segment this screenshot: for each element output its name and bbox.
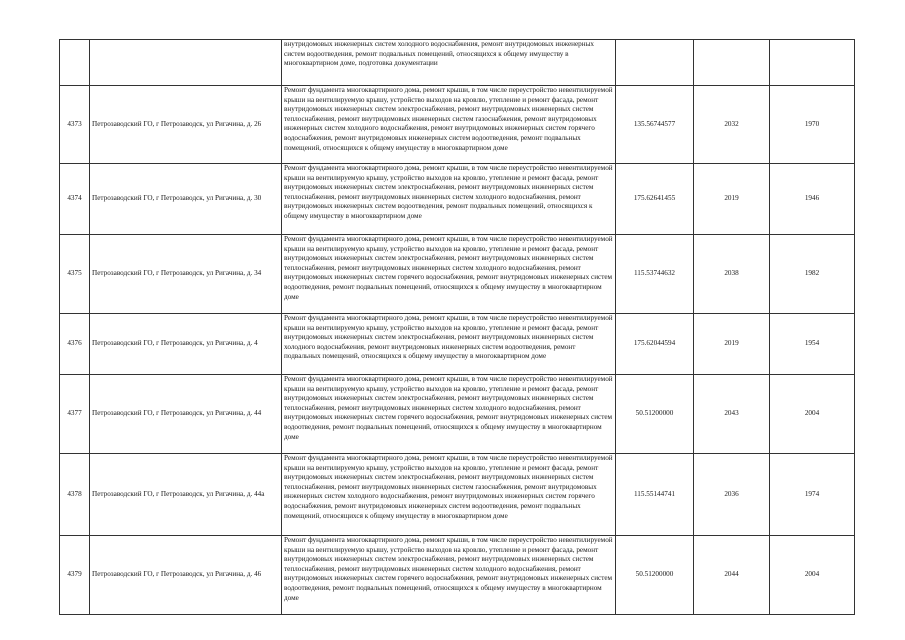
row-works: Ремонт фундамента многоквартирного дома, ремонт крыши, в том числе переустройство невентилируемой крыши на вентилируемую крышу, устройство выходов на кровлю, утепление и ремонт фасада, ремонт внутридомовых инженерных систем электроснабжения, ремонт внутридомовых инженерных систем теплоснабжения, ремонт внутридомовых инженерных систем холодного водоснабжения, ремонт внутридомовых инженерных систем горячего водоснабжения, ремонт внутридомовых инженерных систем водоотведения, ремонт подвальных помещений, относящихся к общему имуществу в многоквартирном доме xyxy=(282,375,616,454)
row-number xyxy=(60,40,90,86)
row-works: Ремонт фундамента многоквартирного дома, ремонт крыши, в том числе переустройство невентилируемой крыши на вентилируемую крышу, устройство выходов на кровлю, утепление и ремонт фасада, ремонт внутридомовых инженерных систем электроснабжения, ремонт внутридомовых инженерных систем теплоснабжения, ремонт внутридомовых инженерных систем холодного водоснабжения, ремонт внутридомовых инженерных систем горячего водоснабжения, ремонт внутридомовых инженерных систем водоотведения, ремонт подвальных помещений, относящихся к общему имуществу в многоквартирном доме xyxy=(282,235,616,314)
row-works: Ремонт фундамента многоквартирного дома, ремонт крыши, в том числе переустройство невентилируемой крыши на вентилируемую крышу, устройство выходов на кровлю, утепление и ремонт фасада, ремонт внутридомовых инженерных систем электроснабжения, ремонт внутридомовых инженерных систем теплоснабжения, ремонт внутридомовых инженерных систем газоснабжения, ремонт внутридомовых инженерных систем холодного водоснабжения, ремонт внутридомовых инженерных систем горячего водоснабжения, ремонт внутридомовых инженерных систем водоотведения, ремонт подвальных помещений, относящихся к общему имуществу в многоквартирном доме xyxy=(282,86,616,164)
row-address: Петрозаводский ГО, г Петрозаводск, ул Ригачина, д. 34 xyxy=(90,235,282,314)
row-works: Ремонт фундамента многоквартирного дома, ремонт крыши, в том числе переустройство невентилируемой крыши на вентилируемую крышу, устройство выходов на кровлю, утепление и ремонт фасада, ремонт внутридомовых инженерных систем электроснабжения, ремонт внутридомовых инженерных систем холодного водоснабжения, ремонт внутридомовых инженерных систем водоотведения, ремонт подвальных помещений, относящихся к общему имуществу в многоквартирном доме xyxy=(282,314,616,375)
table-row xyxy=(60,40,855,86)
row-works: Ремонт фундамента многоквартирного дома, ремонт крыши, в том числе переустройство невентилируемой крыши на вентилируемую крышу, устройство выходов на кровлю, утепление и ремонт фасада, ремонт внутридомовых инженерных систем электроснабжения, ремонт внутридомовых инженерных систем теплоснабжения, ремонт внутридомовых инженерных систем холодного водоснабжения, ремонт внутридомовых инженерных систем горячего водоснабжения, ремонт внутридомовых инженерных систем водоотведения, ремонт подвальных помещений, относящихся к общему имуществу в многоквартирном доме xyxy=(282,536,616,615)
row-year: 2036 xyxy=(694,454,770,536)
table-row xyxy=(60,375,855,454)
row-cost xyxy=(616,40,694,86)
row-built-year: 1946 xyxy=(770,164,855,235)
row-address: Петрозаводский ГО, г Петрозаводск, ул Ригачина, д. 46 xyxy=(90,536,282,615)
row-number: 4378 xyxy=(60,454,90,536)
row-address: Петрозаводский ГО, г Петрозаводск, ул Ригачина, д. 44 xyxy=(90,375,282,454)
row-built-year: 1982 xyxy=(770,235,855,314)
row-year: 2044 xyxy=(694,536,770,615)
row-year: 2043 xyxy=(694,375,770,454)
row-works: Ремонт фундамента многоквартирного дома, ремонт крыши, в том числе переустройство невентилируемой крыши на вентилируемую крышу, устройство выходов на кровлю, утепление и ремонт фасада, ремонт внутридомовых инженерных систем электроснабжения, ремонт внутридомовых инженерных систем теплоснабжения, ремонт внутридомовых инженерных систем газоснабжения, ремонт внутридомовых инженерных систем холодного водоснабжения, ремонт внутридомовых инженерных систем горячего водоснабжения, ремонт внутридомовых инженерных систем водоотведения, ремонт подвальных помещений, относящихся к общему имуществу в многоквартирном доме xyxy=(282,454,616,536)
row-year: 2019 xyxy=(694,314,770,375)
row-number: 4374 xyxy=(60,164,90,235)
table-row xyxy=(60,454,855,536)
row-cost: 115.53744632 xyxy=(616,235,694,314)
row-built-year: 1974 xyxy=(770,454,855,536)
row-number: 4377 xyxy=(60,375,90,454)
row-address: Петрозаводский ГО, г Петрозаводск, ул Ригачина, д. 30 xyxy=(90,164,282,235)
row-works: Ремонт фундамента многоквартирного дома, ремонт крыши, в том числе переустройство невентилируемой крыши на вентилируемую крышу, устройство выходов на кровлю, утепление и ремонт фасада, ремонт внутридомовых инженерных систем электроснабжения, ремонт внутридомовых инженерных систем теплоснабжения, ремонт внутридомовых инженерных систем холодного водоснабжения, ремонт внутридомовых инженерных систем водоотведения, ремонт подвальных помещений, относящихся к общему имуществу в многоквартирном доме xyxy=(282,164,616,235)
row-address: Петрозаводский ГО, г Петрозаводск, ул Ригачина, д. 44а xyxy=(90,454,282,536)
row-year: 2038 xyxy=(694,235,770,314)
row-number: 4375 xyxy=(60,235,90,314)
table-row xyxy=(60,86,855,164)
row-cost: 115.55144741 xyxy=(616,454,694,536)
table-row xyxy=(60,235,855,314)
repair-program-table xyxy=(59,39,855,615)
row-cost: 135.56744577 xyxy=(616,86,694,164)
row-address: Петрозаводский ГО, г Петрозаводск, ул Ригачина, д. 4 xyxy=(90,314,282,375)
table-row xyxy=(60,164,855,235)
row-year: 2019 xyxy=(694,164,770,235)
row-number: 4373 xyxy=(60,86,90,164)
row-cost: 175.62641455 xyxy=(616,164,694,235)
row-built-year xyxy=(770,40,855,86)
row-cost: 50.51200000 xyxy=(616,375,694,454)
row-year: 2032 xyxy=(694,86,770,164)
row-cost: 175.62044594 xyxy=(616,314,694,375)
row-number: 4376 xyxy=(60,314,90,375)
table-row xyxy=(60,314,855,375)
row-works: внутридомовых инженерных систем холодного водоснабжения, ремонт внутридомовых инженерных систем водоотведения, ремонт подвальных помещений, относящихся к общему имуществу в многоквартирном доме, подготовка документации xyxy=(282,40,616,86)
row-address: Петрозаводский ГО, г Петрозаводск, ул Ригачина, д. 26 xyxy=(90,86,282,164)
row-year xyxy=(694,40,770,86)
row-built-year: 2004 xyxy=(770,536,855,615)
table-row xyxy=(60,536,855,615)
row-built-year: 2004 xyxy=(770,375,855,454)
row-built-year: 1970 xyxy=(770,86,855,164)
row-address xyxy=(90,40,282,86)
row-cost: 50.51200000 xyxy=(616,536,694,615)
row-number: 4379 xyxy=(60,536,90,615)
row-built-year: 1954 xyxy=(770,314,855,375)
